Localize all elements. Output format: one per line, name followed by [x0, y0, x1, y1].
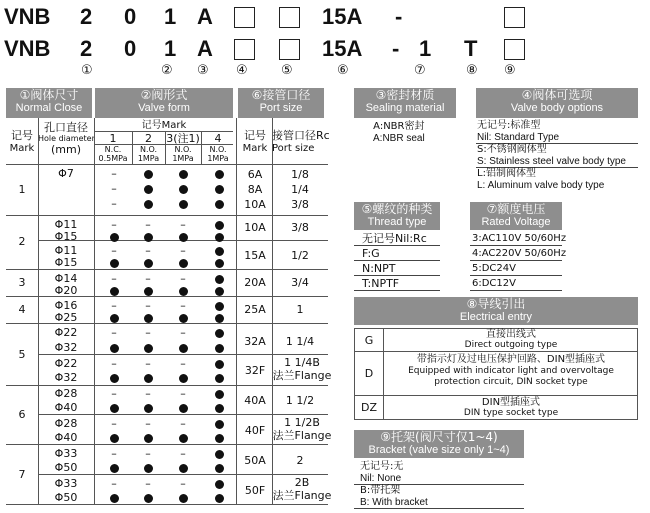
filled-circle-icon — [144, 185, 153, 194]
available-dot — [207, 459, 231, 476]
divider — [354, 275, 440, 276]
filled-circle-icon — [215, 374, 224, 383]
port-size: 2 — [296, 454, 304, 467]
filled-circle-icon — [110, 344, 119, 353]
port-mark: 6A — [247, 168, 263, 181]
hole-diameter: Φ15 — [54, 256, 78, 269]
form-col-3-num: 3(注1) — [166, 132, 200, 145]
filled-circle-icon — [215, 344, 224, 353]
bracket-option-none: 无记号:无 Nil: None — [360, 461, 404, 484]
hole-diameter: Φ32 — [54, 371, 78, 384]
code-seal: A — [197, 4, 213, 29]
filled-circle-icon — [144, 404, 153, 413]
port-mark: 40A — [244, 394, 266, 407]
port-mark: 8A — [247, 183, 263, 196]
available-dot — [136, 429, 160, 446]
hole-diameter: Φ20 — [54, 284, 78, 297]
not-available-dash: – — [111, 197, 117, 210]
port-size: 1 — [296, 303, 304, 316]
port-mark: 25A — [244, 303, 266, 316]
form-mark-header: 记号Mark — [141, 120, 187, 131]
filled-circle-icon — [144, 464, 153, 473]
group-separator — [6, 385, 328, 386]
port-mark: 50A — [244, 454, 266, 467]
section-bracket-header: ⑨托架(阀尺寸仅1~4) Bracket (valve size only 1~4) — [354, 430, 524, 458]
filled-circle-icon — [215, 360, 224, 369]
divider — [470, 260, 562, 261]
available-dot — [171, 399, 195, 416]
electrical-desc: DIN型插座式 DIN type socket type — [463, 397, 559, 418]
group-separator — [6, 444, 328, 445]
available-dot — [207, 195, 231, 212]
available-dot — [171, 254, 195, 271]
size-mark: 1 — [18, 183, 26, 196]
filled-circle-icon — [215, 233, 224, 242]
port-mark: 10A — [244, 221, 266, 234]
code-index-9: ⑨ — [504, 63, 516, 78]
port-size: 3/8 — [291, 221, 309, 234]
filled-circle-icon — [110, 314, 119, 323]
available-dot — [207, 369, 231, 386]
thread-option: 无记号Nil:Rc — [362, 232, 427, 245]
not-available-dash: – — [145, 299, 151, 312]
code-index-1: ① — [81, 63, 93, 78]
code-entry: T — [464, 36, 478, 61]
not-available-dash: – — [180, 387, 186, 400]
voltage-option: 4:AC220V 50/60Hz — [472, 248, 567, 259]
section-sealing-header: ③密封材质 Sealing material — [354, 88, 456, 118]
not-available-dash: – — [111, 218, 117, 231]
form-col-3-spec: N.O. 1MPa — [172, 145, 194, 163]
port-size: 1/8 — [291, 168, 309, 181]
not-available-dash: – — [180, 218, 186, 231]
electrical-desc: 直接出线式 Direct outgoing type — [464, 329, 558, 350]
hole-diameter: Φ40 — [54, 431, 78, 444]
port-size: 1/4 — [291, 183, 309, 196]
filled-circle-icon — [179, 464, 188, 473]
filled-circle-icon — [215, 170, 224, 179]
filled-circle-icon — [144, 344, 153, 353]
not-available-dash: – — [145, 326, 151, 339]
port-mark: 32A — [244, 335, 266, 348]
filled-circle-icon — [215, 480, 224, 489]
thread-option: T:NPTF — [362, 277, 400, 290]
divider — [354, 290, 440, 291]
filled-circle-icon — [144, 287, 153, 296]
not-available-dash: – — [145, 477, 151, 490]
table-col-divider-hole — [94, 118, 95, 504]
port-size: 3/4 — [291, 276, 309, 289]
hole-diameter: Φ33 — [54, 477, 78, 490]
filled-circle-icon — [144, 314, 153, 323]
hole-diameter: Φ11 — [54, 244, 78, 257]
not-available-dash: – — [145, 357, 151, 370]
size-mark: 6 — [18, 408, 26, 421]
code-port: 15A — [322, 36, 363, 61]
model-code-row-2 — [4, 36, 564, 62]
electrical-code: G — [364, 334, 374, 347]
form-col-4-spec: N.O. 1MPa — [207, 145, 229, 163]
code-box-body-option — [234, 39, 255, 60]
electrical-table — [354, 328, 638, 420]
available-dot — [102, 399, 126, 416]
filled-circle-icon — [179, 374, 188, 383]
code-index-3: ③ — [197, 63, 209, 78]
group-separator — [6, 215, 328, 216]
hole-diameter: Φ50 — [54, 461, 78, 474]
filled-circle-icon — [179, 434, 188, 443]
port-size: 1 1/4 — [285, 335, 315, 348]
available-dot — [136, 399, 160, 416]
filled-circle-icon — [110, 374, 119, 383]
section-voltage-header: ⑦额度电压 Rated Voltage — [470, 202, 562, 230]
port-size: 2B 法兰Flange — [272, 476, 332, 502]
body-option-aluminum: L:铝制阀体型 L: Aluminum valve body type — [477, 168, 605, 191]
hole-diameter: Φ15 — [54, 230, 78, 243]
filled-circle-icon — [215, 404, 224, 413]
filled-circle-icon — [215, 494, 224, 503]
form-col-divider-1 — [132, 131, 133, 164]
mark-col-header: 记号 Mark — [9, 129, 35, 154]
filled-circle-icon — [144, 170, 153, 179]
port-size: 1 1/4B 法兰Flange — [272, 356, 332, 382]
code-form-b: 1 — [164, 36, 177, 61]
available-dot — [136, 195, 160, 212]
available-dot — [102, 429, 126, 446]
available-dot — [207, 339, 231, 356]
filled-circle-icon — [110, 494, 119, 503]
filled-circle-icon — [179, 185, 188, 194]
filled-circle-icon — [144, 494, 153, 503]
hole-diameter: Φ16 — [54, 299, 78, 312]
code-size: 2 — [80, 36, 93, 61]
form-col-1-spec: N.C. 0.5MPa — [98, 145, 128, 163]
available-dot — [102, 459, 126, 476]
filled-circle-icon — [110, 404, 119, 413]
port-size: 1 1/2 — [285, 394, 315, 407]
code-prefix: VNB — [4, 36, 51, 61]
code-index-5: ⑤ — [281, 63, 293, 78]
port-mark: 50F — [244, 484, 266, 497]
available-dot — [171, 339, 195, 356]
thread-option: F:G — [362, 247, 380, 260]
code-seal: A — [197, 36, 213, 61]
code-box-thread — [279, 39, 300, 60]
code-index-2: ② — [161, 63, 173, 78]
available-dot — [102, 369, 126, 386]
available-dot — [171, 429, 195, 446]
not-available-dash: – — [180, 477, 186, 490]
code-dash: - — [392, 36, 400, 61]
not-available-dash: – — [111, 244, 117, 257]
section-valve-size-header: ①阀体尺寸 Normal Close — [6, 88, 92, 118]
hole-diameter: Φ50 — [54, 491, 78, 504]
hole-diameter: Φ25 — [54, 311, 78, 324]
not-available-dash: – — [180, 299, 186, 312]
hole-diameter: Φ40 — [54, 401, 78, 414]
not-available-dash: – — [145, 417, 151, 430]
section-valve-form-header: ②阀形式 Valve form — [95, 88, 233, 118]
filled-circle-icon — [144, 434, 153, 443]
size-mark: 2 — [18, 235, 26, 248]
code-voltage: 1 — [419, 36, 432, 61]
available-dot — [102, 489, 126, 506]
code-box-bracket — [504, 39, 525, 60]
body-option-stainless: S:不锈钢阀体型 S: Stainless steel valve body type — [477, 144, 626, 167]
filled-circle-icon — [179, 344, 188, 353]
port-size: 3/8 — [291, 198, 309, 211]
not-available-dash: – — [111, 167, 117, 180]
sealing-option: A:NBR密封 A:NBR seal — [373, 121, 425, 144]
section-body-options-header: ④阀体可选项 Valve body options — [476, 88, 638, 118]
port-mark-col-header: 记号 Mark — [242, 129, 268, 154]
available-dot — [207, 489, 231, 506]
size-mark: 3 — [18, 276, 26, 289]
not-available-dash: – — [111, 272, 117, 285]
available-dot — [171, 489, 195, 506]
filled-circle-icon — [144, 259, 153, 268]
available-dot — [171, 369, 195, 386]
divider — [354, 508, 524, 509]
form-col-2-num: 2 — [145, 132, 152, 145]
electrical-desc: 带指示灯及过电压保护回路、DIN型插座式 Equipped with indicator light and overvoltage protection circuit, DIN socket type — [408, 354, 614, 387]
group-separator — [6, 269, 328, 270]
filled-circle-icon — [215, 287, 224, 296]
hole-diameter: Φ11 — [54, 218, 78, 231]
filled-circle-icon — [144, 233, 153, 242]
port-mark: 32F — [244, 364, 266, 377]
divider — [470, 245, 562, 246]
filled-circle-icon — [110, 233, 119, 242]
section-electrical-header: ⑧导线引出 Electrical entry — [354, 297, 638, 325]
available-dot — [207, 254, 231, 271]
available-dot — [171, 459, 195, 476]
code-prefix: VNB — [4, 4, 51, 29]
electrical-code: DZ — [360, 401, 377, 414]
filled-circle-icon — [215, 185, 224, 194]
voltage-option: 3:AC110V 50/60Hz — [472, 233, 567, 244]
not-available-dash: – — [111, 182, 117, 195]
filled-circle-icon — [179, 314, 188, 323]
filled-circle-icon — [179, 404, 188, 413]
not-available-dash: – — [111, 357, 117, 370]
code-box-body-option — [234, 7, 255, 28]
section-port-size-header: ⑥接管口径 Port size — [238, 88, 324, 118]
filled-circle-icon — [110, 434, 119, 443]
filled-circle-icon — [110, 259, 119, 268]
available-dot — [136, 489, 160, 506]
not-available-dash: – — [145, 387, 151, 400]
filled-circle-icon — [179, 287, 188, 296]
section-thread-header: ⑤螺纹的种类 Thread type — [354, 202, 440, 230]
code-index-4: ④ — [236, 63, 248, 78]
hole-diameter-col-header: 孔口直径 Hole diameter (mm) — [38, 121, 95, 156]
form-col-4-num: 4 — [214, 132, 222, 145]
voltage-option: 6:DC12V — [472, 278, 516, 289]
filled-circle-icon — [215, 420, 224, 429]
hole-diameter: Φ14 — [54, 272, 78, 285]
available-dot — [136, 459, 160, 476]
filled-circle-icon — [179, 259, 188, 268]
available-dot — [171, 195, 195, 212]
code-index-6: ⑥ — [337, 63, 349, 78]
code-index-7: ⑦ — [414, 63, 426, 78]
form-subheader-line — [95, 131, 233, 132]
not-available-dash: – — [111, 326, 117, 339]
hole-diameter: Φ22 — [54, 326, 78, 339]
hole-diameter: Φ28 — [54, 417, 78, 430]
hole-diameter: Φ32 — [54, 341, 78, 354]
not-available-dash: – — [111, 299, 117, 312]
code-form-b: 1 — [164, 4, 177, 29]
filled-circle-icon — [215, 259, 224, 268]
not-available-dash: – — [180, 357, 186, 370]
port-size-col-header: 接管口径Rc Port size — [272, 129, 330, 154]
not-available-dash: – — [111, 387, 117, 400]
hole-diameter: Φ28 — [54, 387, 78, 400]
filled-circle-icon — [179, 200, 188, 209]
not-available-dash: – — [180, 272, 186, 285]
not-available-dash: – — [111, 477, 117, 490]
available-dot — [207, 399, 231, 416]
divider — [470, 290, 562, 291]
not-available-dash: – — [111, 417, 117, 430]
hole-diameter: Φ7 — [58, 167, 74, 180]
filled-circle-icon — [215, 200, 224, 209]
thread-option: N:NPT — [362, 262, 396, 275]
not-available-dash: – — [180, 417, 186, 430]
available-dot — [136, 254, 160, 271]
not-available-dash: – — [111, 447, 117, 460]
filled-circle-icon — [144, 374, 153, 383]
code-size: 2 — [80, 4, 93, 29]
available-dot — [102, 339, 126, 356]
form-number-line — [95, 144, 233, 145]
code-form-a: 0 — [124, 36, 137, 61]
filled-circle-icon — [215, 390, 224, 399]
port-mark: 40F — [244, 424, 266, 437]
size-mark: 4 — [18, 303, 26, 316]
bracket-option-with: B:带托架 B: With bracket — [360, 485, 428, 508]
form-col-1-num: 1 — [109, 132, 117, 145]
available-dot — [136, 369, 160, 386]
hole-diameter: Φ33 — [54, 447, 78, 460]
form-col-divider-2 — [165, 131, 166, 164]
not-available-dash: – — [180, 326, 186, 339]
filled-circle-icon — [179, 233, 188, 242]
body-option-standard: 无记号:标准型 Nil: Standard Type — [477, 120, 560, 143]
port-mark: 15A — [244, 249, 266, 262]
hole-diameter: Φ22 — [54, 357, 78, 370]
divider — [354, 245, 440, 246]
available-dot — [207, 429, 231, 446]
port-mark: 10A — [244, 198, 266, 211]
code-index-8: ⑧ — [466, 63, 478, 78]
filled-circle-icon — [179, 170, 188, 179]
form-col-divider-3 — [201, 131, 202, 164]
port-size: 1/2 — [291, 249, 309, 262]
filled-circle-icon — [215, 434, 224, 443]
not-available-dash: – — [180, 447, 186, 460]
divider — [354, 260, 440, 261]
filled-circle-icon — [110, 464, 119, 473]
model-code-row-1 — [4, 4, 564, 30]
available-dot — [102, 254, 126, 271]
not-available-dash: – — [180, 244, 186, 257]
code-box-bracket — [504, 7, 525, 28]
not-available-dash: – — [145, 272, 151, 285]
code-dash: - — [395, 4, 403, 29]
not-available-dash: – — [145, 447, 151, 460]
size-mark: 5 — [18, 348, 26, 361]
filled-circle-icon — [215, 450, 224, 459]
filled-circle-icon — [215, 464, 224, 473]
filled-circle-icon — [215, 329, 224, 338]
table-header-line — [6, 164, 328, 165]
port-size: 1 1/2B 法兰Flange — [272, 416, 332, 442]
divider — [470, 275, 562, 276]
not-available-dash: – — [145, 244, 151, 257]
size-mark: 7 — [18, 468, 26, 481]
table-bottom-line — [6, 504, 328, 505]
not-available-dash: – — [145, 218, 151, 231]
filled-circle-icon — [110, 287, 119, 296]
voltage-option: 5:DC24V — [472, 263, 516, 274]
filled-circle-icon — [179, 494, 188, 503]
code-port: 15A — [322, 4, 363, 29]
available-dot — [136, 339, 160, 356]
code-box-thread — [279, 7, 300, 28]
form-col-2-spec: N.O. 1MPa — [137, 145, 160, 163]
filled-circle-icon — [144, 200, 153, 209]
table-col-divider-form — [236, 118, 237, 504]
filled-circle-icon — [215, 314, 224, 323]
electrical-code: D — [364, 367, 374, 380]
code-form-a: 0 — [124, 4, 137, 29]
port-mark: 20A — [244, 276, 266, 289]
